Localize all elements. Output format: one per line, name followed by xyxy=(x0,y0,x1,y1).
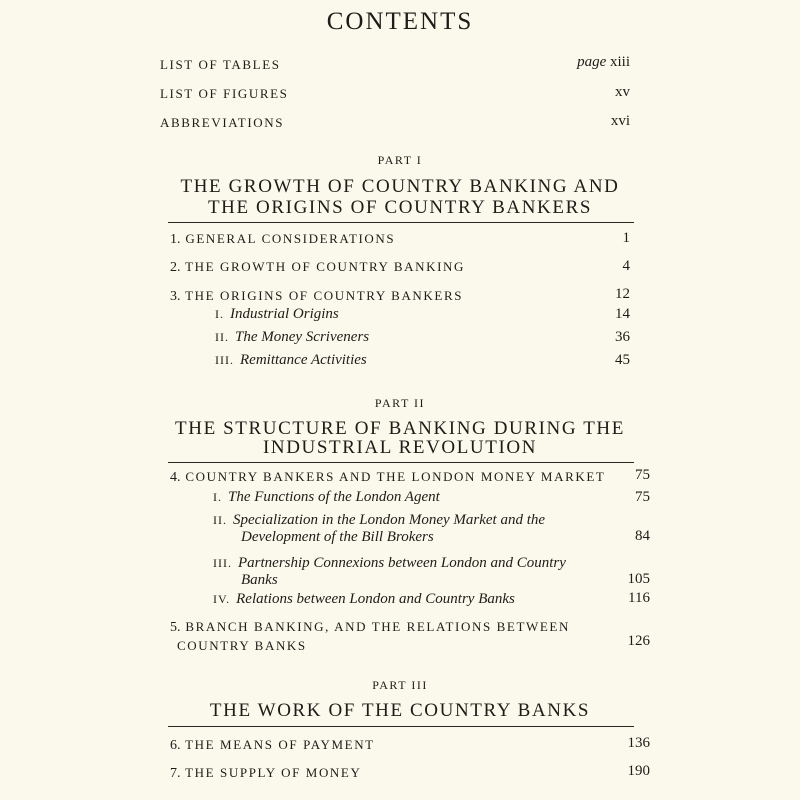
chapter-page: 75 xyxy=(635,467,650,483)
section-page: 116 xyxy=(628,590,650,606)
section-entry xyxy=(213,591,515,608)
chapter-page: 136 xyxy=(627,735,650,751)
page-title: CONTENTS xyxy=(326,8,474,35)
chapter-number: 3. xyxy=(170,289,181,304)
section-page: 36 xyxy=(615,329,630,345)
part-title: THE ORIGINS OF COUNTRY BANKERS xyxy=(207,197,593,218)
section-entry xyxy=(215,306,339,323)
front-item-label: LIST OF TABLES xyxy=(160,57,281,72)
chapter-entry xyxy=(170,231,395,248)
section-number: II. xyxy=(213,513,227,527)
divider xyxy=(168,726,634,727)
section-title-continued: Banks xyxy=(241,572,278,588)
front-item-page xyxy=(577,54,630,71)
chapter-number: 5. xyxy=(170,620,181,635)
section-number: II. xyxy=(215,330,229,344)
chapter-entry xyxy=(170,737,375,754)
chapter-title: THE MEANS OF PAYMENT xyxy=(185,737,375,752)
section-entry xyxy=(215,352,367,369)
chapter-page: 126 xyxy=(627,633,650,649)
section-title: Specialization in the London Money Market and the xyxy=(233,512,546,528)
section-title-continued: Development of the Bill Brokers xyxy=(241,529,434,545)
section-title: The Money Scriveners xyxy=(235,329,370,345)
section-title: Relations between London and Country Banks xyxy=(236,591,515,607)
section-entry xyxy=(213,489,440,506)
section-title: Industrial Origins xyxy=(230,306,339,322)
chapter-page: 190 xyxy=(627,763,650,779)
part-title: INDUSTRIAL REVOLUTION xyxy=(262,437,538,458)
part-label: PART III xyxy=(372,678,428,692)
section-number: III. xyxy=(213,556,232,570)
chapter-entry xyxy=(170,619,570,636)
chapter-title: THE GROWTH OF COUNTRY BANKING xyxy=(185,259,466,274)
chapter-title: THE ORIGINS OF COUNTRY BANKERS xyxy=(185,288,464,303)
part-label: PART I xyxy=(377,153,423,167)
chapter-number: 6. xyxy=(170,738,181,753)
part-title: THE GROWTH OF COUNTRY BANKING AND xyxy=(180,176,620,197)
page-prefix: page xyxy=(577,54,607,70)
chapter-title: GENERAL CONSIDERATIONS xyxy=(185,231,396,246)
chapter-entry xyxy=(170,288,463,305)
section-number: IV. xyxy=(213,592,231,606)
part-label: PART II xyxy=(374,396,426,410)
chapter-title-continued: COUNTRY BANKS xyxy=(177,638,307,653)
chapter-title: BRANCH BANKING, AND THE RELATIONS BETWEEN xyxy=(185,619,570,634)
part-title: THE WORK OF THE COUNTRY BANKS xyxy=(209,700,591,721)
section-title: Partnership Connexions between London and Country xyxy=(238,555,566,571)
front-item-page: xvi xyxy=(610,113,630,129)
chapter-page: 12 xyxy=(615,286,630,302)
section-page: 14 xyxy=(615,306,630,322)
section-entry xyxy=(215,329,369,346)
part-title: THE STRUCTURE OF BANKING DURING THE xyxy=(175,418,625,439)
chapter-page: 1 xyxy=(622,230,630,246)
front-item-label: ABBREVIATIONS xyxy=(160,115,285,130)
section-number: III. xyxy=(215,353,234,367)
section-page: 84 xyxy=(635,528,650,544)
front-item-page: xv xyxy=(615,84,630,100)
section-page: 45 xyxy=(615,352,630,368)
section-title: The Functions of the London Agent xyxy=(228,489,440,505)
chapter-title: THE SUPPLY OF MONEY xyxy=(185,765,362,780)
section-number: I. xyxy=(215,307,224,321)
section-number: I. xyxy=(213,490,222,504)
section-page: 75 xyxy=(635,489,650,505)
divider xyxy=(168,222,634,223)
section-entry xyxy=(213,512,545,529)
chapter-number: 1. xyxy=(170,232,181,247)
front-item-label: LIST OF FIGURES xyxy=(160,86,289,101)
section-title: Remittance Activities xyxy=(240,352,367,368)
chapter-entry xyxy=(170,469,605,486)
chapter-number: 2. xyxy=(170,260,181,275)
chapter-entry xyxy=(170,765,361,782)
section-page: 105 xyxy=(627,571,650,587)
section-entry xyxy=(213,555,566,572)
chapter-title: COUNTRY BANKERS AND THE LONDON MONEY MARKET xyxy=(185,469,606,484)
chapter-entry xyxy=(170,259,465,276)
chapter-number: 7. xyxy=(170,766,181,781)
page-number: xiii xyxy=(609,54,630,70)
chapter-page: 4 xyxy=(622,258,630,274)
chapter-number: 4. xyxy=(170,470,181,485)
divider xyxy=(168,462,634,463)
